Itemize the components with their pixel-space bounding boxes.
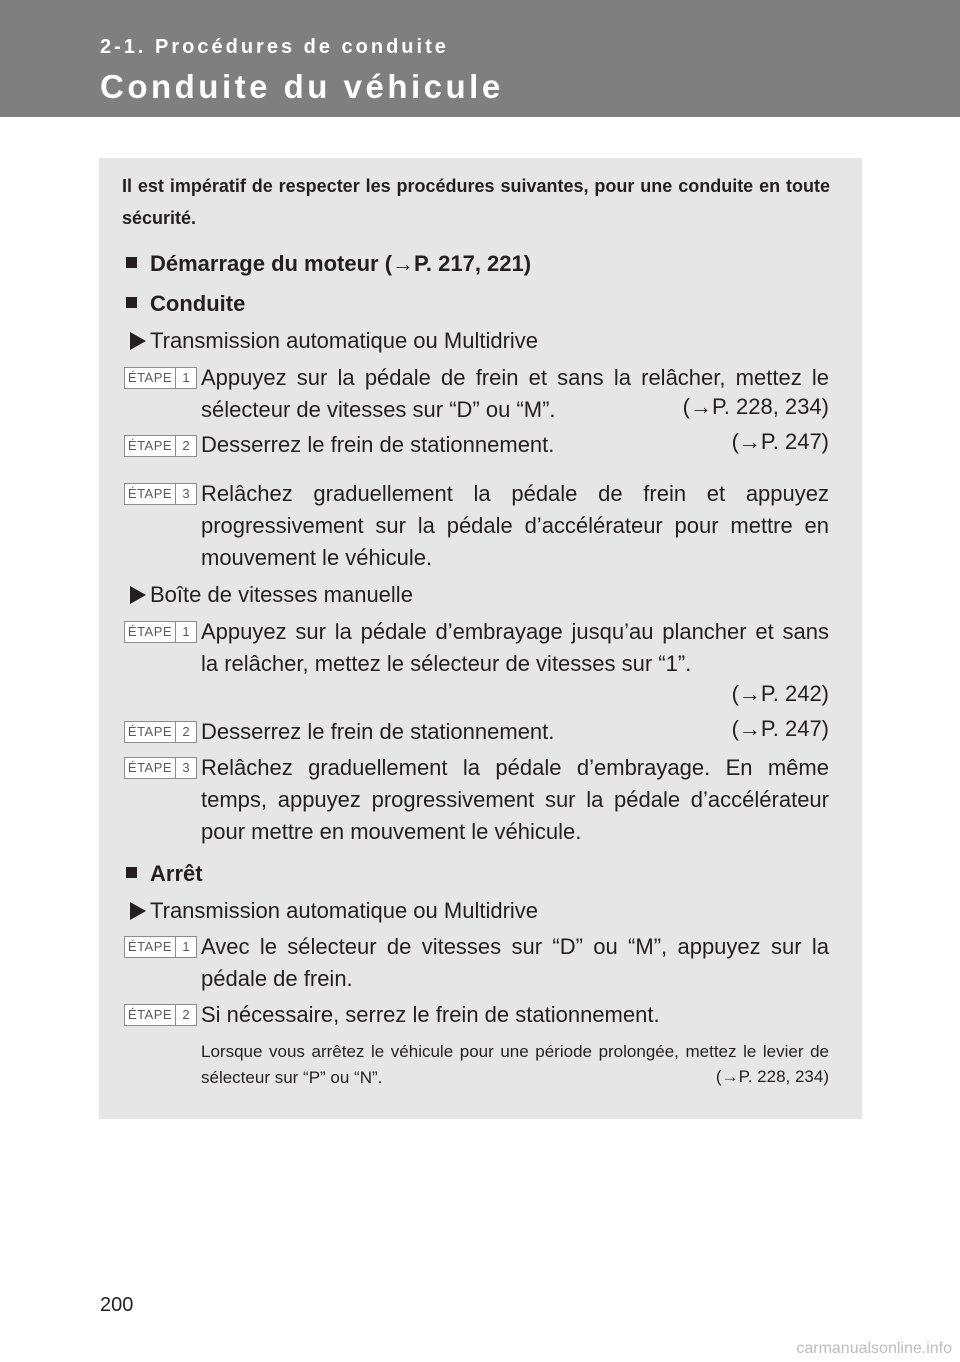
section-label: 2-1. Procédures de conduite — [100, 36, 449, 58]
page-reference: (→P. 228, 234) — [682, 394, 829, 419]
step-badge: ÉTAPE 1 — [124, 367, 197, 389]
heading-stop — [124, 861, 203, 887]
step-text: Appuyez sur la pédale d’embrayage jusqu’au plancher et sans la relâcher, mettez le sélecteur de vitesses sur “1”. — [201, 619, 829, 676]
step-text: Appuyez sur la pédale de frein et sans la relâcher, mettez le sélecteur de vitesses sur “D” ou “M”. — [201, 365, 829, 422]
intro-text: Il est impératif de respecter les procédures suivantes, pour une conduite en toute sécurité. — [122, 176, 830, 228]
sublabel-manual — [122, 582, 413, 608]
square-bullet-icon — [126, 297, 137, 308]
sublabel-auto-text: Transmission automatique ou Multidrive — [150, 328, 539, 353]
sublabel-manual-text: Boîte de vitesses manuelle — [150, 582, 413, 607]
watermark: carmanualsonline.info — [796, 1340, 952, 1357]
square-bullet-icon — [126, 867, 137, 878]
step-text: Relâchez graduellement la pédale d’embrayage. En même temps, appuyez progressivement sur la pédale d’accélérateur pour mettre en mouvement le véhicule. — [201, 755, 829, 844]
step-badge: ÉTAPE 2 — [124, 1004, 197, 1026]
heading-start — [124, 251, 531, 277]
heading-stop-text: Arrêt — [150, 861, 203, 886]
page-reference: (→P. 242) — [731, 681, 829, 706]
step-badge: ÉTAPE 2 — [124, 721, 197, 743]
heading-driving — [124, 291, 245, 317]
page-number: 200 — [100, 1294, 134, 1316]
page-header — [0, 0, 960, 117]
step-text: Si nécessaire, serrez le frein de stationnement. — [201, 1002, 660, 1027]
note-text: Lorsque vous arrêtez le véhicule pour une période prolongée, mettez le levier de sélecteur sur “P” ou “N”. — [201, 1042, 829, 1087]
page-reference: (→P. 247) — [731, 429, 829, 454]
sublabel-auto — [122, 328, 538, 354]
sublabel-stop-auto-text: Transmission automatique ou Multidrive — [150, 898, 539, 923]
step-text: Desserrez le frein de stationnement. — [201, 719, 555, 744]
step-text: Desserrez le frein de stationnement. — [201, 432, 555, 457]
sublabel-stop-auto — [122, 898, 538, 924]
step-badge: ÉTAPE 3 — [124, 483, 197, 505]
page-reference: (→P. 228, 234) — [715, 1067, 829, 1086]
square-bullet-icon — [126, 257, 137, 268]
page-reference: (→P. 247) — [731, 716, 829, 741]
step-badge: ÉTAPE 2 — [124, 435, 197, 457]
triangle-bullet-icon — [130, 586, 146, 604]
heading-start-text: Démarrage du moteur (→P. 217, 221) — [150, 251, 532, 276]
triangle-bullet-icon — [130, 902, 146, 920]
heading-driving-text: Conduite — [150, 291, 246, 316]
step-badge: ÉTAPE 1 — [124, 621, 197, 643]
page-title: Conduite du véhicule — [100, 68, 504, 105]
step-text: Avec le sélecteur de vitesses sur “D” ou “M”, appuyez sur la pédale de frein. — [201, 934, 829, 991]
step-badge: ÉTAPE 3 — [124, 757, 197, 779]
step-badge: ÉTAPE 1 — [124, 936, 197, 958]
triangle-bullet-icon — [130, 332, 146, 350]
step-text: Relâchez graduellement la pédale de frein et appuyez progressivement sur la pédale d’accélérateur pour mettre en mouvement le véhicule. — [201, 481, 829, 570]
